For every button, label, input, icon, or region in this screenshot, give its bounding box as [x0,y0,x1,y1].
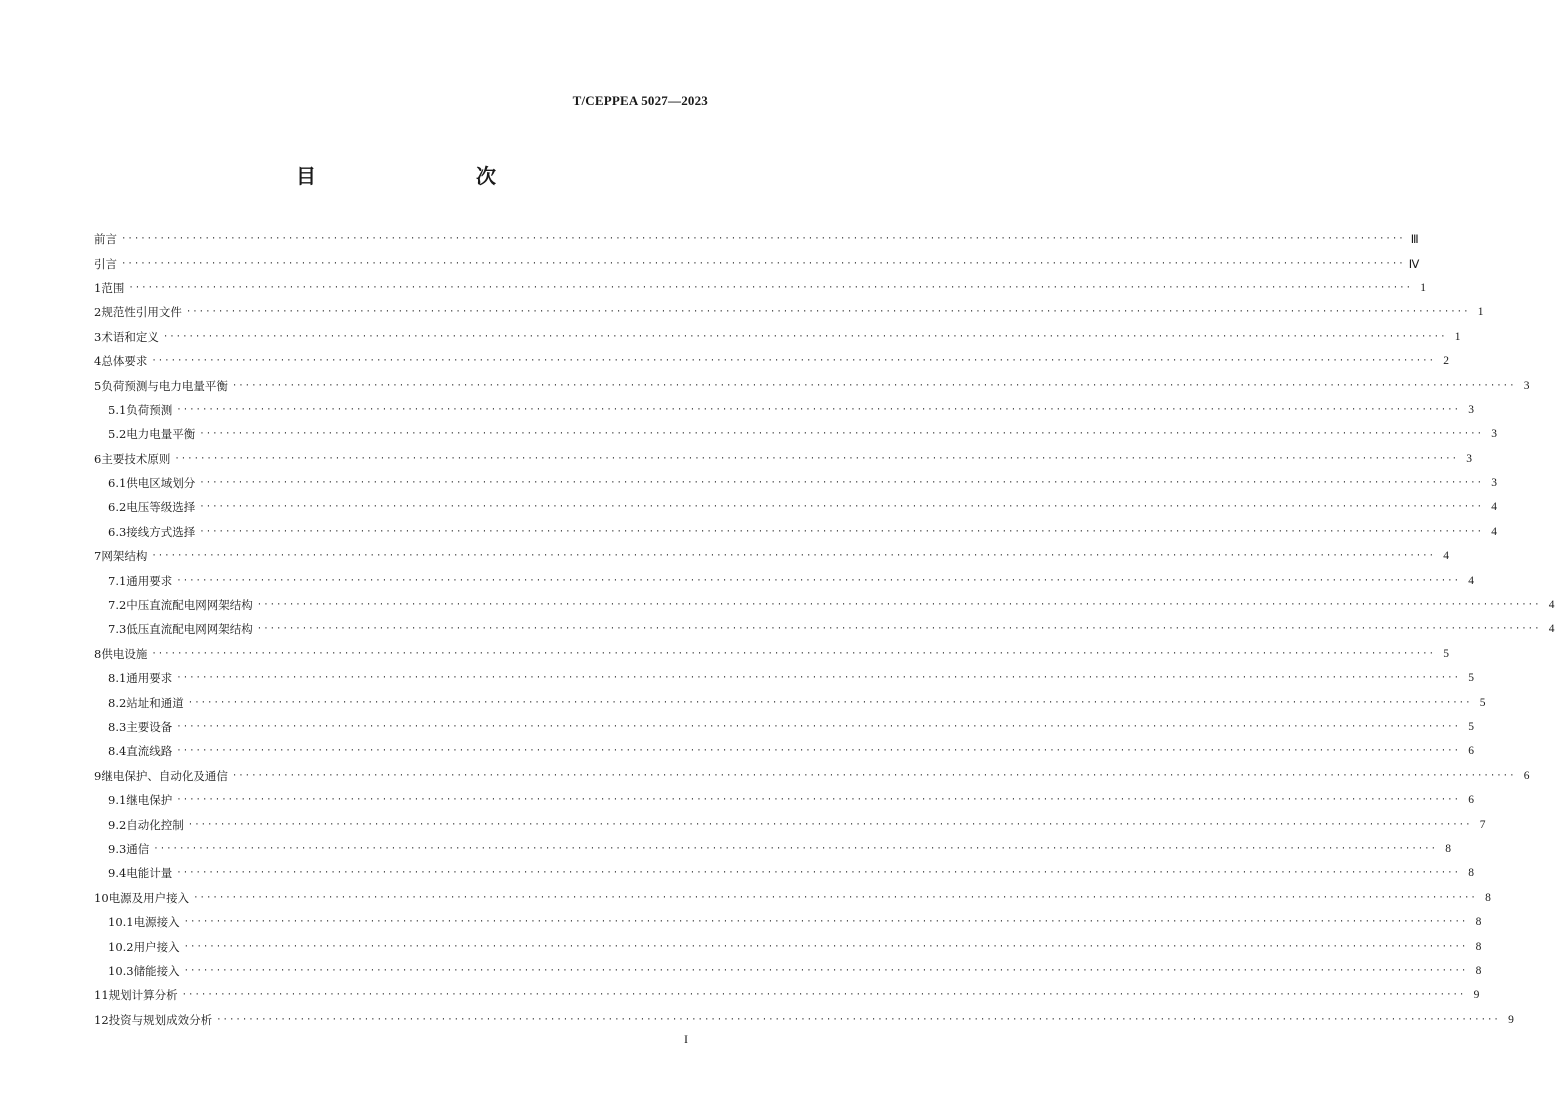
toc-entry-label: 通用要求 [126,573,173,588]
toc-entry-page: 2 [1443,355,1450,368]
toc-entry-label: 通用要求 [126,671,173,686]
toc-entry-label: 直流线路 [126,744,173,759]
dot-leader: ········································································································································································································ [256,624,1541,635]
toc-entry[interactable] [94,886,1491,910]
toc-entry-page: 4 [1548,599,1555,612]
toc-entry[interactable] [94,568,1474,592]
toc-entry-page: 8 [1475,964,1482,977]
toc-entry-label: 通信 [126,841,150,856]
dot-leader: ········································································································································································································ [121,234,1405,245]
toc-entry-number: 4 [94,354,102,369]
dot-leader: ········································································································································································································ [162,331,1447,342]
toc-entry-page: 8 [1475,916,1482,929]
toc-entry-number: 5 [94,378,102,393]
toc-entry-label: 电能计量 [126,866,173,881]
toc-entry-label: 负荷预测 [126,402,173,417]
toc-entry[interactable] [94,666,1474,690]
toc-entry[interactable] [94,300,1484,324]
toc-entry[interactable] [94,373,1530,397]
toc-entry-page: 8 [1445,842,1451,855]
dot-leader: ········································································································································································································ [199,502,1483,513]
dot-leader: ········································································································································································································ [216,1014,1500,1025]
toc-entry-number: 9.3 [108,841,127,856]
toc-entry-label: 前言 [94,232,117,247]
toc-entry-number: 9.2 [108,817,127,832]
toc-entry-number: 10.3 [108,963,134,978]
dot-leader: ········································································································································································································ [183,917,1468,928]
toc-entry-page: 4 [1491,501,1497,514]
toc-entry-label: 电源及用户接入 [108,890,190,905]
dot-leader: ········································································································································································································ [187,697,1472,708]
dot-leader: ········································································································································································································ [181,990,1466,1001]
dot-leader: ········································································································································································································ [183,941,1468,952]
toc-entry-label: 低压直流配电网网架结构 [126,622,253,637]
toc-entry-label: 供电设施 [101,646,148,661]
toc-entry-number: 10.2 [108,939,134,954]
toc-entry[interactable] [94,544,1450,568]
toc-entry-number: 9.4 [108,866,127,881]
toc-entry-page: 3 [1466,452,1473,465]
dot-leader: ········································································································································································································ [256,600,1541,611]
toc-entry-page: 3 [1468,403,1474,416]
dot-leader: ········································································································································································································ [231,380,1516,391]
toc-entry-number: 11 [94,988,109,1003]
toc-entry-number: 10 [94,890,109,905]
toc-entry-page: 3 [1491,477,1497,490]
toc-entry-number: 12 [94,1012,109,1027]
toc-entry-label: 电源接入 [133,915,180,930]
toc-entry-page: 3 [1523,379,1530,392]
toc-entry-label: 继电保护、自动化及通信 [101,768,228,783]
dot-leader: ········································································································································································································ [176,722,1460,732]
dot-leader: ········································································································································································································ [193,892,1477,903]
dot-leader: ········································································································································································································ [231,770,1516,781]
toc-entry-number: 9.1 [108,793,127,808]
dot-leader: ········································································································································································································ [187,819,1472,830]
dot-leader: ········································································································································································································ [199,478,1483,489]
toc-entry-label: 总体要求 [101,354,148,369]
toc-entry-label: 中压直流配电网网架结构 [126,598,253,613]
toc-entry[interactable] [94,642,1450,666]
toc-entry-label: 引言 [94,256,117,271]
toc-entry[interactable] [94,739,1474,763]
toc-entry[interactable] [94,934,1482,958]
toc-entry-page: 6 [1468,794,1474,807]
toc-entry-number: 8 [94,646,102,661]
toc-entry-number: 7.1 [108,573,127,588]
toc-entry[interactable] [94,227,1419,251]
toc-entry-page: 7 [1479,818,1486,831]
dot-leader: ········································································································································································································ [176,868,1460,879]
toc-entry-label: 规范性引用文件 [101,305,182,320]
toc-entry-number: 6.3 [108,524,127,539]
toc-entry[interactable] [94,495,1497,519]
toc-entry-page: 8 [1475,940,1482,953]
toc-entry[interactable] [94,325,1461,349]
toc-entry[interactable] [94,276,1427,300]
toc-entry[interactable] [94,447,1473,471]
toc-entry-page: Ⅲ [1410,234,1419,247]
toc-entry-page: 4 [1468,574,1474,587]
toc-entry[interactable] [94,861,1474,885]
dot-leader: ········································································································································································································ [176,575,1460,586]
toc-entry-number: 5.2 [108,427,127,442]
page-number: I [684,1032,688,1046]
toc-entry-label: 储能接入 [133,963,180,978]
toc-entry-page: 5 [1468,672,1474,685]
toc-entry-number: 6.2 [108,500,127,515]
toc-entry-label: 投资与规划成效分析 [108,1012,213,1027]
toc-entry-number: 10.1 [108,915,134,930]
toc-title: 目 次 [296,164,536,188]
toc-entry-label: 术语和定义 [101,329,159,344]
toc-entry-number: 8.1 [108,671,127,686]
toc-entry-page: 3 [1491,428,1497,441]
toc-entry[interactable] [94,251,1420,275]
toc-entry-label: 自动化控制 [126,817,184,832]
dot-leader: ········································································································································································································ [176,404,1460,415]
dot-leader: ········································································································································································································ [128,282,1413,293]
toc-entry-number: 7.2 [108,598,127,613]
toc-entry-number: 1 [94,280,102,295]
toc-entry-label: 负荷预测与电力电量平衡 [101,378,228,393]
dot-leader: ········································································································································································································ [185,307,1470,318]
toc-entry-page: 5 [1479,696,1486,709]
dot-leader: ········································································································································································································ [121,258,1405,269]
toc-entry[interactable] [94,349,1450,373]
toc-entry[interactable] [94,910,1482,934]
toc-entry-page: 6 [1523,769,1530,782]
standard-code: T/CEPPEA 5027—2023 [572,93,708,108]
toc-entry-label: 网架结构 [101,549,148,564]
toc-entry-label: 接线方式选择 [126,524,196,539]
toc-entry-number: 8.3 [108,720,127,734]
toc-entry[interactable] [94,690,1486,714]
dot-leader: ········································································································································································································ [151,648,1436,659]
toc-entry-label: 电压等级选择 [126,500,196,515]
dot-leader: ········································································································································································································ [199,429,1483,440]
toc-entry-page: 9 [1508,1013,1514,1026]
toc-entry-label: 供电区域划分 [126,476,196,491]
dot-leader: ········································································································································································································ [151,356,1436,367]
toc-entry-number: 2 [94,305,102,320]
toc-entry-page: 4 [1443,550,1450,563]
toc-entry-number: 7.3 [108,622,127,637]
toc-entry-page: 8 [1468,867,1474,880]
toc-entry[interactable] [94,764,1530,788]
toc-entry-number: 6 [94,451,102,466]
toc-entry-label: 主要技术原则 [101,451,171,466]
toc-entry-page: 5 [1443,647,1450,660]
dot-leader: ········································································································································································································ [151,551,1436,562]
toc-entry-page: Ⅳ [1408,258,1420,271]
dot-leader: ········································································································································································································ [199,526,1483,537]
toc-entry-page: 5 [1468,721,1474,733]
toc-entry-number: 8.4 [108,744,127,759]
dot-leader: ········································································································································································································ [183,965,1468,976]
toc-entry-number: 6.1 [108,476,127,491]
toc-entry-page: 6 [1468,745,1474,758]
toc-entry[interactable] [94,617,1555,641]
toc-entry-label: 站址和通道 [126,695,184,710]
toc-entry[interactable] [94,471,1497,495]
toc-entry[interactable] [94,959,1482,983]
toc-entry[interactable] [94,812,1486,836]
toc-entry[interactable] [94,398,1474,422]
toc-entry-page: 1 [1477,306,1484,319]
toc-entry[interactable] [94,983,1480,1007]
toc-entry[interactable] [94,422,1497,446]
toc-entry-label: 用户接入 [133,939,180,954]
toc-entry-label: 主要设备 [126,720,173,734]
toc-entry-number: 9 [94,768,102,783]
toc-entry-page: 1 [1454,330,1461,343]
toc-entry-page: 4 [1491,525,1497,538]
toc-entry-label: 范围 [101,280,125,295]
toc-entry-label: 电力电量平衡 [126,427,196,442]
toc-entry[interactable] [94,593,1555,617]
dot-leader: ········································································································································································································ [153,843,1437,854]
toc-entry-number: 7 [94,549,102,564]
table-of-contents [94,227,1555,1032]
toc-entry-label: 继电保护 [126,793,173,808]
toc-entry-page: 4 [1548,623,1555,636]
dot-leader: ········································································································································································································ [176,673,1460,684]
dot-leader: ········································································································································································································ [174,453,1459,464]
toc-entry-page: 8 [1485,891,1491,904]
toc-entry-page: 9 [1473,989,1480,1002]
toc-entry-number: 5.1 [108,402,127,417]
dot-leader: ········································································································································································································ [176,795,1460,806]
toc-entry-number: 3 [94,329,102,344]
toc-entry[interactable] [94,715,1474,739]
toc-entry[interactable] [94,837,1451,861]
toc-entry[interactable] [94,1008,1514,1032]
toc-entry-number: 8.2 [108,695,127,710]
toc-entry[interactable] [94,520,1497,544]
toc-entry-page: 1 [1420,281,1427,294]
toc-entry[interactable] [94,788,1474,812]
toc-entry-label: 规划计算分析 [108,988,178,1003]
dot-leader: ········································································································································································································ [176,746,1460,757]
